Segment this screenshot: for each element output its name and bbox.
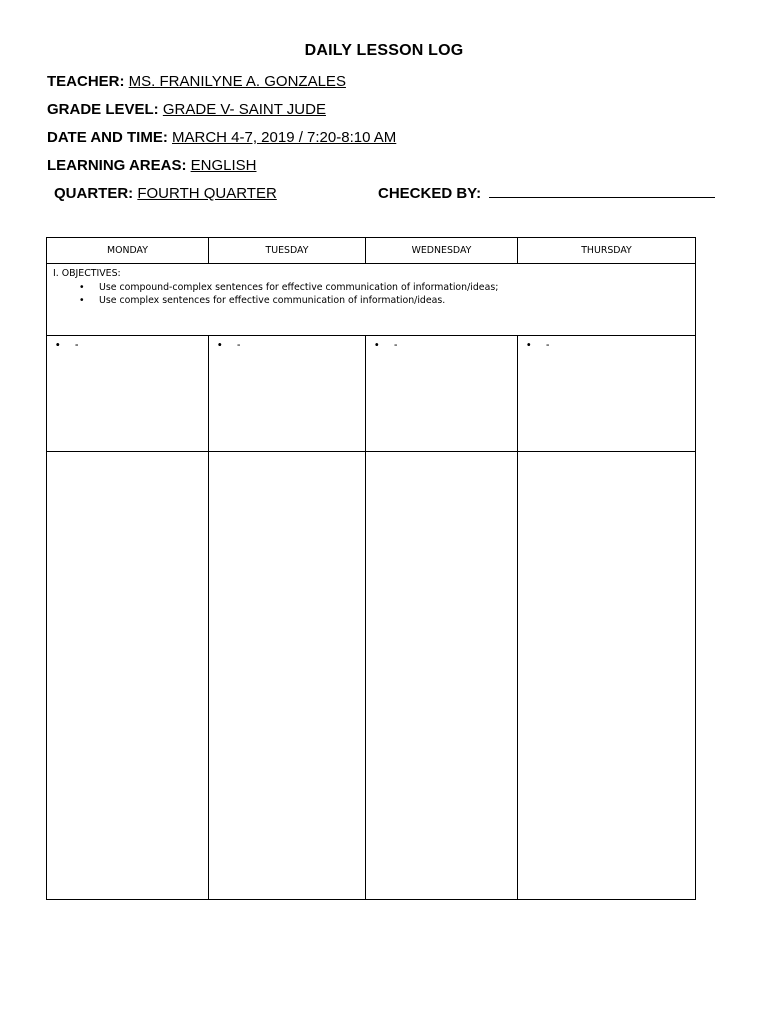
subject-matter-wednesday: [366, 336, 518, 452]
day-thursday: THURSDAY: [518, 238, 696, 264]
teacher-label: TEACHER:: [47, 73, 125, 90]
subject-matter-tuesday: [209, 336, 366, 452]
grade-value: GRADE V- SAINT JUDE: [162, 101, 326, 118]
subject-matter-monday: [47, 336, 209, 452]
page-title: DAILY LESSON LOG: [304, 42, 464, 59]
day-wednesday: WEDNESDAY: [366, 238, 518, 264]
checked-by-label: CHECKED BY:: [378, 185, 482, 202]
grade-line: [47, 101, 326, 118]
signature-line: [489, 185, 715, 198]
date-value: MARCH 4-7, 2019 / 7:20-8:10 AM: [172, 129, 397, 146]
teacher-line: [47, 73, 346, 90]
procedures-tuesday: [209, 452, 366, 900]
procedures-row: [47, 452, 696, 900]
areas-value: ENGLISH: [190, 157, 257, 174]
day-tuesday: TUESDAY: [209, 238, 366, 264]
day-monday: MONDAY: [47, 238, 209, 264]
procedures-monday: [47, 452, 209, 900]
objective-item: • Use compound-complex sentences for effective communication of information/ideas;: [53, 281, 690, 295]
objectives-row: [47, 264, 696, 336]
date-line: [47, 129, 396, 146]
procedures-thursday: [518, 452, 696, 900]
quarter-value: FOURTH QUARTER: [137, 185, 277, 202]
subject-matter-thursday: [518, 336, 696, 452]
grade-label: GRADE LEVEL:: [47, 101, 159, 118]
subject-matter-row: [47, 336, 696, 452]
objective-item: • Use complex sentences for effective communication of information/ideas.: [53, 294, 690, 308]
objectives-heading: I. OBJECTIVES:: [53, 268, 121, 279]
areas-line: [47, 157, 256, 174]
days-row: [47, 238, 696, 264]
procedures-wednesday: [366, 452, 518, 900]
teacher-value: MS. FRANILYNE A. GONZALES: [128, 73, 346, 90]
date-label: DATE AND TIME:: [47, 129, 168, 146]
objectives-cell: [47, 264, 696, 336]
quarter-line: [54, 185, 277, 202]
checked-by-line: [378, 185, 715, 202]
quarter-label: QUARTER:: [54, 185, 134, 202]
areas-label: LEARNING AREAS:: [47, 157, 187, 174]
lesson-log-table: [46, 237, 696, 900]
